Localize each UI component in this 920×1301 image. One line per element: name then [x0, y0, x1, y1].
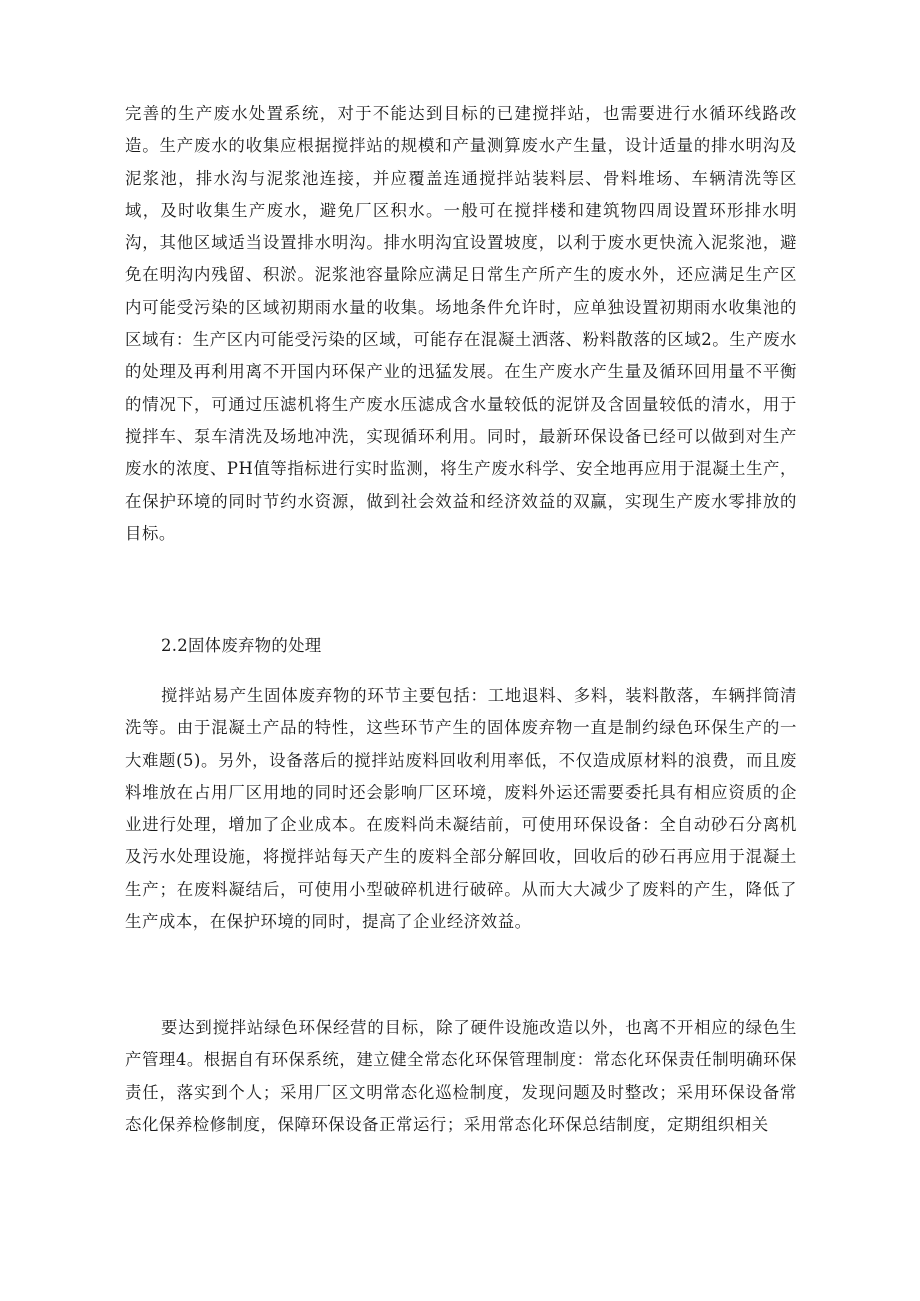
- paragraph-wastewater-treatment: 完善的生产废水处置系统，对于不能达到目标的已建搅拌站，也需要进行水循环线路改造。生产废水的收集应根据搅拌站的规模和产量测算废水产生量，设计适量的排水明沟及泥浆池，排水沟与泥浆池连接，并应覆盖连通搅拌站装料层、骨料堆场、车辆清洗等区域，及时收集生产废水，避免厂区积水。一般可在搅拌楼和建筑物四周设置环形排水明沟，其他区域适当设置排水明沟。排水明沟宜设置坡度，以利于废水更快流入泥浆池，避免在明沟内残留、积淤。泥浆池容量除应满足日常生产所产生的废水外，还应满足生产区内可能受污染的区域初期雨水量的收集。场地条件允许时，应单独设置初期雨水收集池的区域有：生产区内可能受污染的区域，可能存在混凝土洒落、粉料散落的区域2。生产废水的处理及再利用离不开国内环保产业的迅猛发展。在生产废水产生量及循环回用量不平衡的情况下，可通过压滤机将生产废水压滤成含水量较低的泥饼及含固量较低的清水，用于搅拌车、泵车清洗及场地冲洗，实现循环利用。同时，最新环保设备已经可以做到对生产废水的浓度、PH值等指标进行实时监测，将生产废水科学、安全地再应用于混凝土生产，在保护环境的同时节约水资源，做到社会效益和经济效益的双赢，实现生产废水零排放的目标。: [125, 104, 797, 543]
- paragraph-solid-waste: 搅拌站易产生固体废弃物的环节主要包括：工地退料、多料，装料散落，车辆拌筒清洗等。由于混凝土产品的特性，这些环节产生的固体废弃物一直是制约绿色环保生产的一大难题(5)。另外，设备落后的搅拌站废料回收利用率低，不仅造成原材料的浪费，而且废料堆放在占用厂区用地的同时还会影响厂区环境，废料外运还需要委托具有相应资质的企业进行处理，增加了企业成本。在废料尚未凝结前，可使用环保设备：全自动砂石分离机及污水处理设施，将搅拌站每天产生的废料全部分解回收，回收后的砂石再应用于混凝土生产；在废料凝结后，可使用小型破碎机进行破碎。从而大大减少了废料的产生，降低了生产成本，在保护环境的同时，提高了企业经济效益。: [125, 686, 797, 932]
- paragraph-green-management: 要达到搅拌站绿色环保经营的目标，除了硬件设施改造以外，也离不开相应的绿色生产管理4。根据自有环保系统，建立健全常态化环保管理制度：常态化环保责任制明确环保责任，落实到个人；采用厂区文明常态化巡检制度，发现问题及时整改；采用环保设备常态化保养检修制度，保障环保设备正常运行；采用常态化环保总结制度，定期组织相关: [125, 1018, 797, 1134]
- section-heading: 2.2固体废弃物的处理: [161, 636, 322, 655]
